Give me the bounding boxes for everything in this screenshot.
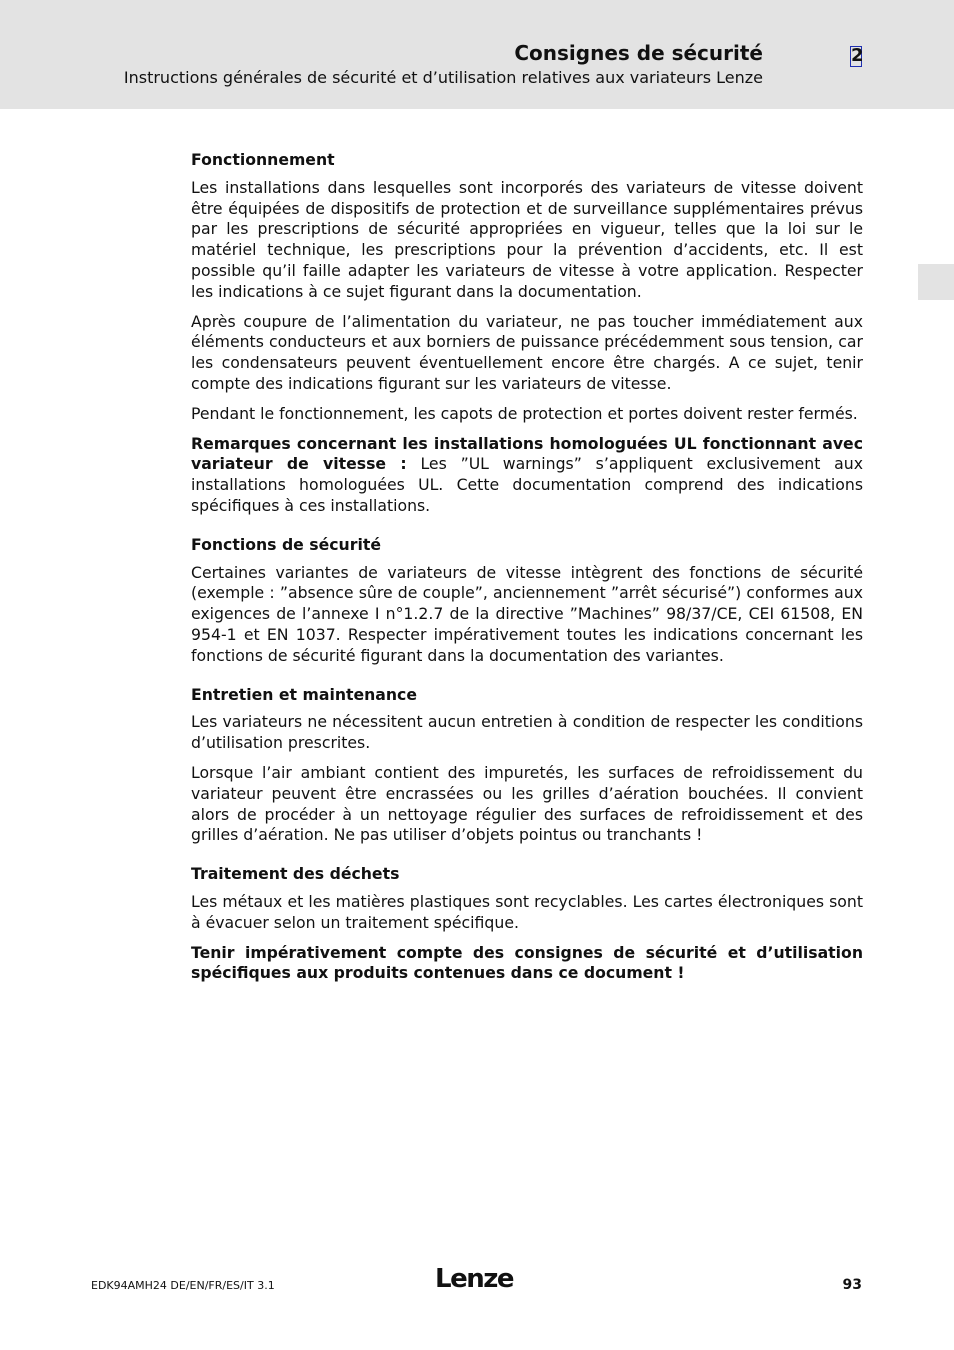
section-heading-fonctionnement: Fonctionnement bbox=[191, 150, 335, 169]
ul-notice-paragraph bbox=[191, 434, 863, 517]
page-title: Consignes de sécurité bbox=[514, 41, 763, 65]
header-band bbox=[0, 0, 954, 109]
lenze-logo: Lenze bbox=[435, 1264, 513, 1294]
document-code: EDK94AMH24 DE/EN/FR/ES/IT 3.1 bbox=[91, 1279, 275, 1292]
paragraph: Les installations dans lesquelles sont incorporés des variateurs de vitesse doivent être équipées de dispositifs de protection et de surveillance supplémentaires prévus par les prescriptions de sécurité appropriées en vigueur, telles que la loi sur le matériel technique, les prescriptions pour la prévention d’accidents, etc. Il est possible qu’il faille adapter les variateurs de vitesse à votre application. Respecter les indications à ce sujet figurant dans la documentation. bbox=[191, 177, 863, 301]
paragraph: Pendant le fonctionnement, les capots de protection et portes doivent rester fermés. bbox=[191, 403, 858, 423]
section-heading-entretien: Entretien et maintenance bbox=[191, 684, 417, 704]
page-subtitle: Instructions générales de sécurité et d’utilisation relatives aux variateurs Lenze bbox=[123, 68, 763, 87]
chapter-number-badge[interactable]: 2 bbox=[851, 45, 864, 66]
page-number: 93 bbox=[842, 1277, 862, 1293]
main-content bbox=[191, 150, 863, 984]
paragraph: Lorsque l’air ambiant contient des impuretés, les surfaces de refroidissement du variateur peuvent être encrassées ou les grilles d’aération bouchées. Il convient alors de procéder à un nettoyage régulier des surfaces de refroidissement et des grilles d’aération. Ne pas utiliser d’objets pointus ou tranchants ! bbox=[191, 762, 863, 845]
paragraph: Certaines variantes de variateurs de vitesse intègrent des fonctions de sécurité (exemple : ”absence sûre de couple”, anciennement ”arrêt sécurisé”) conformes aux exigences de l’annexe I n°1.2.7 de la directive ”Machines” 98/37/CE, CEI 61508, EN 954-1 et EN 1037. Respecter impérativement toutes les indications concernant les fonctions de sécurité figurant dans la documentation des variantes. bbox=[191, 562, 863, 665]
paragraph: Les métaux et les matières plastiques sont recyclables. Les cartes électroniques sont à évacuer selon un traitement spécifique. bbox=[191, 891, 863, 932]
paragraph: Les variateurs ne nécessitent aucun entretien à condition de respecter les conditions d’utilisation prescrites. bbox=[191, 712, 863, 753]
section-heading-dechets: Traitement des déchets bbox=[191, 864, 400, 884]
ul-notice-bold: Remarques concernant les installations homologuées UL fonctionnant avec variateur de vitesse : bbox=[191, 433, 863, 474]
final-warning: Tenir impérativement compte des consignes de sécurité et d’utilisation spécifiques aux produits contenues dans ce document ! bbox=[191, 942, 863, 983]
chapter-side-tab bbox=[918, 264, 954, 300]
paragraph: Après coupure de l’alimentation du variateur, ne pas toucher immédiatement aux éléments conducteurs et aux borniers de puissance précédemment sous tension, car les condensateurs peuvent éventuellement encore être chargés. A ce sujet, tenir compte des indications figurant sur les variateurs de vitesse. bbox=[191, 311, 863, 393]
section-heading-fonctions-securite: Fonctions de sécurité bbox=[191, 534, 381, 554]
ul-notice-text: Les ”UL warnings” s’appliquent exclusivement aux installations homologuées UL. Cette documentation comprend des indications spécifiques à ces installations. bbox=[191, 454, 864, 515]
